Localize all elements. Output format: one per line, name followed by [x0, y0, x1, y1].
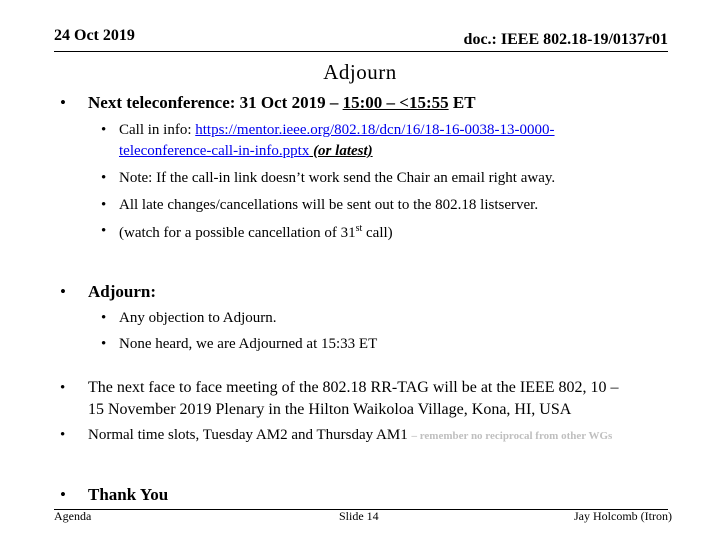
callin-or-latest: (or latest) [309, 143, 373, 159]
reciprocal-note: – remember no reciprocal from other WGs [411, 430, 613, 442]
next-meeting-line-1: The next face to face meeting of the 802.18 RR-TAG will be at the IEEE 802, 10 – [88, 379, 619, 396]
callin-line-2 [119, 143, 373, 160]
bullet-marker: • [101, 170, 107, 186]
callin-link[interactable]: https://mentor.ieee.org/802.18/dcn/16/18-16-0038-13-0000- [195, 122, 555, 138]
adjourn-time: None heard, we are Adjourned at 15:33 ET [119, 336, 378, 352]
ordinal-suffix: st [355, 223, 363, 234]
header-doc-id: doc.: IEEE 802.18-19/0137r01 [463, 31, 668, 48]
callin-note: Note: If the call-in link doesn’t work send the Chair an email right away. [119, 170, 556, 186]
header-date: 24 Oct 2019 [54, 27, 135, 44]
footer-author: Jay Holcomb (Itron) [574, 509, 672, 523]
time-slots-text: Normal time slots, Tuesday AM2 and Thursday AM1 [88, 427, 412, 443]
slide-title: Adjourn [323, 60, 397, 84]
bullet-marker: • [101, 223, 107, 239]
footer-agenda: Agenda [54, 509, 92, 523]
bullet-marker: • [60, 93, 66, 112]
cancellation-watch [119, 223, 393, 242]
header-divider [54, 51, 668, 52]
callin-prefix: Call in info: [119, 122, 196, 138]
bullet-marker: • [101, 197, 107, 213]
bullet-marker: • [60, 380, 66, 396]
bullet-marker: • [60, 485, 66, 504]
bullet-marker: • [101, 310, 107, 326]
callin-link-continued[interactable]: teleconference-call-in-info.pptx [119, 143, 310, 159]
bullet-marker: • [101, 336, 107, 352]
adjourn-objection: Any objection to Adjourn. [119, 310, 277, 326]
bullet-marker: • [101, 122, 107, 138]
late-changes-note: All late changes/cancellations will be sent out to the 802.18 listserver. [119, 197, 539, 213]
adjourn-heading: Adjourn: [88, 282, 157, 301]
time-slots-line [88, 427, 612, 444]
bullet-marker: • [60, 282, 66, 301]
next-meeting-line-2: 15 November 2019 Plenary in the Hilton Waikoloa Village, Kona, HI, USA [88, 401, 572, 418]
next-teleconference-text: Next teleconference: 31 Oct 2019 – [88, 93, 343, 112]
next-teleconference-time: 15:00 – <15:55 [342, 93, 449, 112]
callin-line-1 [119, 122, 555, 139]
cancellation-watch-tail: call) [362, 225, 393, 241]
bullet-marker: • [60, 427, 66, 443]
next-teleconference-tail: ET [448, 93, 476, 112]
cancellation-watch-text: (watch for a possible cancellation of 31 [119, 225, 356, 241]
next-teleconference-line [88, 93, 476, 113]
thank-you: Thank You [88, 485, 169, 504]
footer-slide-number: Slide 14 [339, 509, 379, 523]
